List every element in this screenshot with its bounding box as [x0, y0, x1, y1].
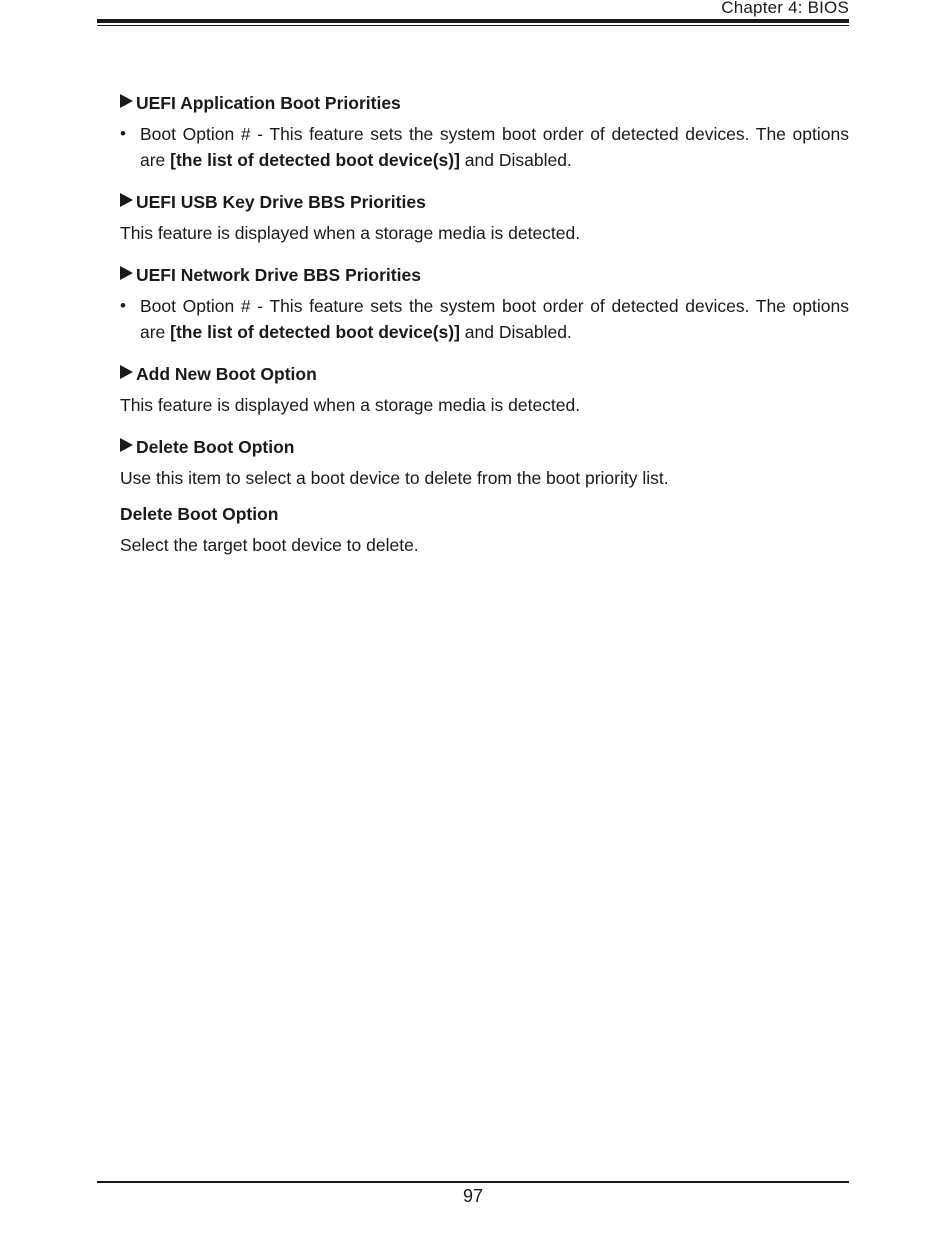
triangle-right-icon — [120, 266, 133, 280]
bullet-dot-icon: • — [120, 296, 126, 315]
triangle-right-icon — [120, 438, 133, 452]
bullet-text-bold: [the list of detected boot device(s)] — [170, 150, 460, 170]
section-description: Use this item to select a boot device to delete from the boot priority list. — [120, 468, 669, 488]
footer-rule — [97, 1181, 849, 1183]
section-description: This feature is displayed when a storage media is detected. — [120, 223, 581, 243]
section-uefi-usb-key-drive-bbs-priorities — [120, 189, 849, 246]
triangle-right-icon — [120, 94, 133, 108]
page-content — [120, 90, 849, 558]
section-title: Delete Boot Option — [136, 437, 295, 457]
section-heading — [120, 90, 849, 116]
section-title: Add New Boot Option — [136, 364, 317, 384]
header-rule-thick — [97, 19, 849, 23]
section-add-new-boot-option — [120, 361, 849, 418]
subsection-delete-boot-option — [120, 501, 849, 558]
bullet-text-tail: and Disabled. — [459, 322, 572, 342]
page-number: 97 — [462, 1186, 484, 1206]
bullet-text — [140, 121, 849, 173]
bullet-dot-icon: • — [120, 124, 126, 143]
section-title: UEFI USB Key Drive BBS Priorities — [136, 192, 426, 212]
section-heading — [120, 189, 849, 215]
section-uefi-network-drive-bbs-priorities — [120, 262, 849, 345]
bullet-text-tail: and Disabled. — [459, 150, 572, 170]
section-heading — [120, 262, 849, 288]
bullet-item — [120, 121, 849, 173]
subsection-title: Delete Boot Option — [120, 504, 279, 524]
section-uefi-application-boot-priorities — [120, 90, 849, 173]
section-title: UEFI Network Drive BBS Priorities — [136, 265, 421, 285]
subsection-description: Select the target boot device to delete. — [120, 535, 419, 555]
triangle-right-icon — [120, 193, 133, 207]
header-rule-thin — [97, 25, 849, 26]
triangle-right-icon — [120, 365, 133, 379]
section-heading — [120, 361, 849, 387]
section-delete-boot-option — [120, 434, 849, 491]
bullet-text — [140, 293, 849, 345]
section-description: This feature is displayed when a storage media is detected. — [120, 395, 581, 415]
section-title: UEFI Application Boot Priorities — [136, 93, 401, 113]
bullet-text-plain: Boot Option # - This feature sets the system boot order of detected devices. The options are — [140, 296, 849, 342]
bullet-text-bold: [the list of detected boot device(s)] — [170, 322, 460, 342]
chapter-title: Chapter 4: BIOS — [721, 0, 849, 17]
section-heading — [120, 434, 849, 460]
bullet-item — [120, 293, 849, 345]
bullet-text-plain: Boot Option # - This feature sets the system boot order of detected devices. The options are — [140, 124, 849, 170]
